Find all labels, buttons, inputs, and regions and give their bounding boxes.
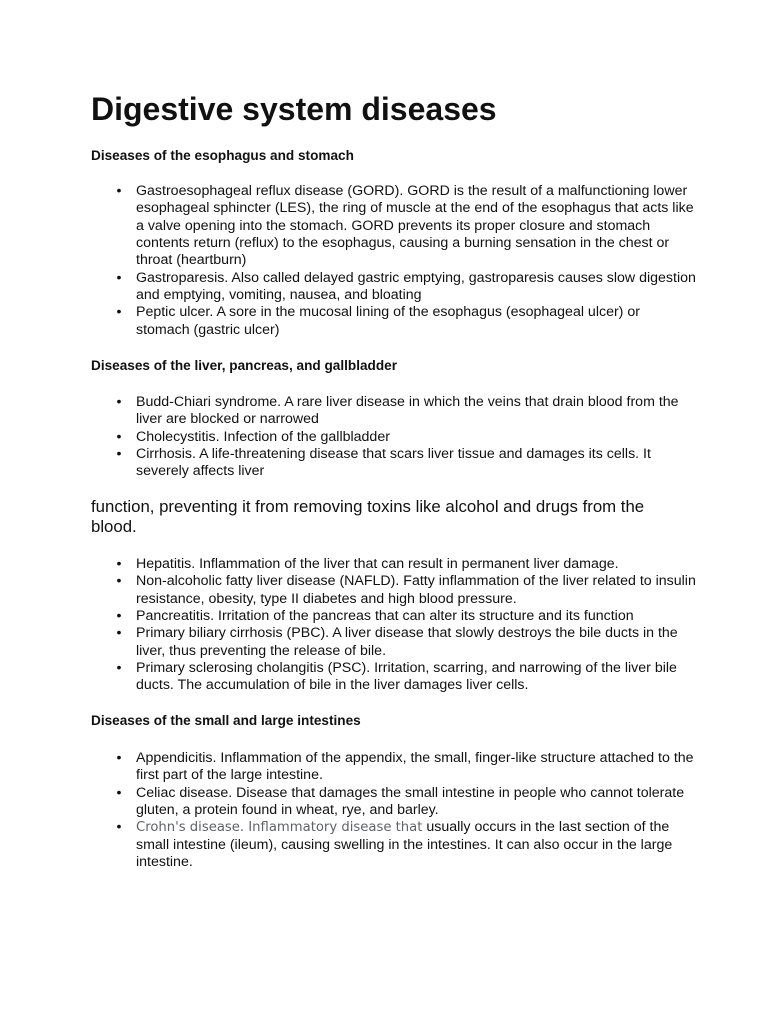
section-heading-small-large-intestines: Diseases of the small and large intestines bbox=[91, 713, 361, 728]
bullet-icon: • bbox=[116, 625, 122, 642]
bullet-icon: • bbox=[116, 446, 122, 463]
list-item-cirrhosis bbox=[0, 446, 696, 481]
list-item-text: Gastroparesis. Also called delayed gastric emptying, gastroparesis causes slow digestion and emptying, vomiting, nausea, and bloating bbox=[136, 269, 696, 304]
bullet-icon: • bbox=[116, 428, 122, 445]
crohns-disease-lead-text: Crohn's disease. Inflammatory disease that bbox=[136, 820, 423, 836]
bullet-icon: • bbox=[116, 750, 122, 766]
bullet-icon: • bbox=[116, 183, 122, 199]
bullet-icon: • bbox=[116, 304, 122, 321]
bullet-icon: • bbox=[116, 394, 122, 410]
list-item-peptic-ulcer bbox=[0, 304, 696, 339]
list-item-text: Budd-Chiari syndrome. A rare liver disease in which the veins that drain blood from the liver are blocked or narrowed bbox=[136, 394, 679, 428]
list-item-gord bbox=[0, 183, 696, 270]
list-item-pancreatitis bbox=[0, 608, 696, 625]
list-item-text: Cirrhosis. A life-threatening disease that scars liver tissue and damages its cells. It severely affects liver bbox=[136, 446, 651, 480]
small-large-intestines-list bbox=[0, 750, 696, 871]
list-item-text: Celiac disease. Disease that damages the small intestine in people who cannot tolerate gluten, a protein found in wheat, rye, and barley. bbox=[136, 784, 685, 819]
liver-pancreas-gallbladder-list bbox=[0, 394, 696, 481]
crohns-disease-rest-text: usually occurs in the last section of the small intestine (ileum), causing swelling in the intestines. It can also occur in the large intestine. bbox=[136, 819, 673, 871]
bullet-icon: • bbox=[116, 573, 122, 590]
list-item-text: Cholecystitis. Infection of the gallbladder bbox=[136, 428, 390, 445]
list-item-pbc bbox=[0, 625, 696, 660]
bullet-icon: • bbox=[116, 784, 122, 801]
list-item-text: Gastroesophageal reflux disease (GORD). GORD is the result of a malfunctioning lower esophageal sphincter (LES), the ring of muscle at the end of the esophagus that acts like a valve opening into the stomach. GORD prevents its proper closure and stomach contents return (reflux) to the esophagus, causing a burning sensation in the chest or throat (heartburn) bbox=[136, 183, 694, 269]
liver-disease-list-continued bbox=[0, 556, 696, 695]
cirrhosis-continuation-paragraph: function, preventing it from removing toxins like alcohol and drugs from the blood. bbox=[91, 497, 645, 536]
list-item-cholecystitis bbox=[0, 429, 696, 446]
list-item-text: Pancreatitis. Irritation of the pancreas that can alter its structure and its function bbox=[136, 608, 634, 625]
bullet-icon: • bbox=[116, 660, 122, 677]
list-item-budd-chiari bbox=[0, 394, 696, 429]
section-heading-liver-pancreas-gallbladder: Diseases of the liver, pancreas, and gallbladder bbox=[91, 358, 397, 373]
section-heading-esophagus-stomach: Diseases of the esophagus and stomach bbox=[91, 148, 354, 163]
list-item-text: Primary sclerosing cholangitis (PSC). Irritation, scarring, and narrowing of the liver bile ducts. The accumulation of bile in the liver damages liver cells. bbox=[136, 660, 677, 694]
bullet-icon: • bbox=[116, 556, 122, 572]
list-item-text: Appendicitis. Inflammation of the appendix, the small, finger-like structure attached to the first part of the large intestine. bbox=[136, 750, 694, 784]
esophagus-stomach-list bbox=[0, 183, 696, 339]
list-item-crohns-disease bbox=[0, 819, 696, 871]
page-title: Digestive system diseases bbox=[91, 91, 497, 127]
list-item-gastroparesis bbox=[0, 270, 696, 305]
bullet-icon: • bbox=[116, 269, 122, 286]
list-item-nafld bbox=[0, 573, 696, 608]
list-item-psc bbox=[0, 660, 696, 695]
list-item-text: Primary biliary cirrhosis (PBC). A liver disease that slowly destroys the bile ducts in the liver, thus preventing the release of bile. bbox=[136, 625, 678, 659]
list-item-text: Non-alcoholic fatty liver disease (NAFLD). Fatty inflammation of the liver related to insulin resistance, obesity, type II diabetes and high blood pressure. bbox=[136, 573, 696, 607]
list-item-text: Hepatitis. Inflammation of the liver that can result in permanent liver damage. bbox=[136, 556, 619, 572]
bullet-icon: • bbox=[116, 608, 122, 625]
list-item-text: Peptic ulcer. A sore in the mucosal lining of the esophagus (esophageal ulcer) or stomach (gastric ulcer) bbox=[136, 304, 640, 338]
bullet-icon: • bbox=[116, 819, 122, 836]
list-item-hepatitis bbox=[0, 556, 696, 573]
list-item-appendicitis bbox=[0, 750, 696, 785]
list-item-celiac-disease bbox=[0, 785, 696, 820]
